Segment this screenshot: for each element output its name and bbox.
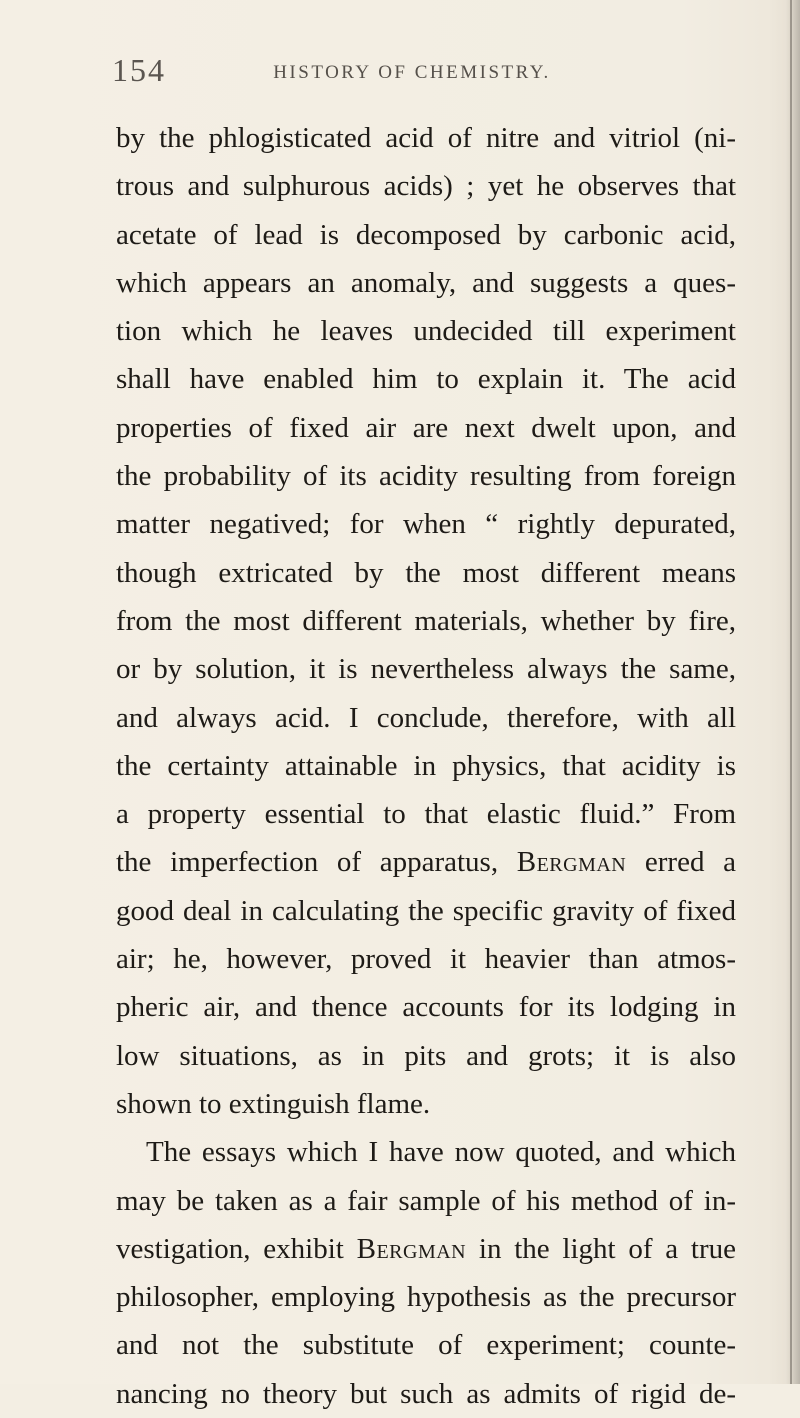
text-line: which appears an anomaly, and suggests a ques- [116,266,736,299]
text-line: the certainty attainable in physics, that acidity is [116,749,736,782]
text-line: though extricated by the most different means [116,556,736,589]
text-line: properties of fixed air are next dwelt upon, and [116,411,736,444]
text-line: from the most different materials, whether by fire, [116,604,736,637]
running-title: HISTORY OF CHEMISTRY. [273,62,551,83]
body-text [116,114,736,1418]
text-line: low situations, as in pits and grots; it is also [116,1039,736,1072]
text-line: a property essential to that elastic fluid.” From [116,798,736,831]
text-line: acetate of lead is decomposed by carbonic acid, [116,218,736,251]
text-line: good deal in calculating the specific gravity of fixed [116,894,736,927]
text-line: tion which he leaves undecided till experiment [116,315,736,348]
running-head [112,52,712,92]
text-line: and not the substitute of experiment; counte- [116,1329,736,1362]
text-line: The essays which I have now quoted, and which [146,1136,736,1169]
text-segment: erred a [644,846,736,879]
text-line: trous and sulphurous acids) ; yet he observes that [116,170,736,203]
text-segment: the imperfection of apparatus, [116,846,499,879]
text-segment: in the light of a true [478,1232,737,1265]
name-bergman: Bergman [516,846,627,879]
text-line [116,838,736,886]
page-number: 154 [112,52,166,88]
text-line: nancing no theory but such as admits of rigid de- [116,1377,736,1410]
text-line: by the phlogisticated acid of nitre and vitriol (ni- [116,122,736,154]
text-segment: vestigation, exhibit [116,1232,344,1265]
page-edge-shadow [786,0,800,1384]
text-line: or by solution, it is nevertheless always the same, [116,653,736,686]
text-line: philosopher, employing hypothesis as the precursor [116,1281,736,1314]
text-line: pheric air, and thence accounts for its lodging in [116,991,736,1024]
text-line: air; he, however, proved it heavier than atmos- [116,943,736,976]
name-bergman: Bergman [356,1232,467,1265]
text-line: and always acid. I conclude, therefore, with all [116,701,736,734]
text-line [116,1225,736,1273]
text-line: shown to extinguish flame. [116,1087,431,1120]
page-edge-line [790,0,792,1384]
text-line: the probability of its acidity resulting from foreign [116,460,736,493]
text-line: shall have enabled him to explain it. The acid [116,363,736,396]
text-line: may be taken as a fair sample of his method of in- [116,1184,736,1217]
text-line: matter negatived; for when “ rightly depurated, [116,508,736,541]
